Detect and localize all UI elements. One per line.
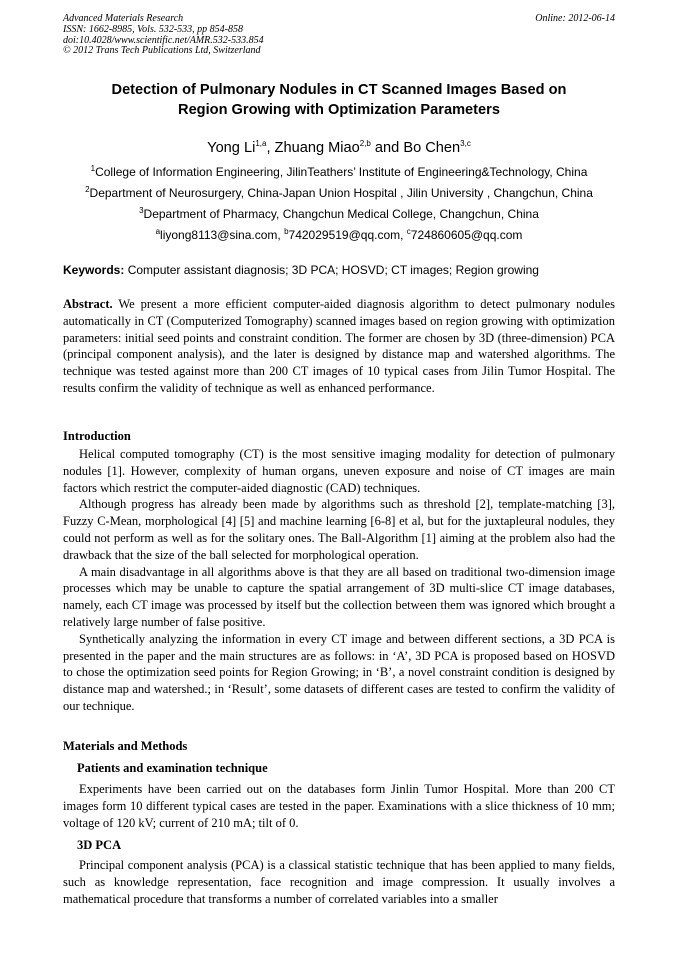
title-line-2: Region Growing with Optimization Parameters — [178, 102, 500, 118]
patients-body — [63, 781, 615, 831]
affiliation-1: $^1$College of Information Engineering, JilinTeathers’ Institute of Engineering&Technology, China — [90, 164, 588, 179]
keywords — [63, 262, 615, 278]
author-3: and Bo Chen — [370, 140, 461, 156]
affiliation-2: $^2$Department of Neurosurgery, China-Japan Union Hospital , Jilin University , Changchun, China — [85, 185, 593, 200]
patients-subheading: Patients and examination technique — [77, 761, 268, 775]
email-line: $^a$liyong8113@sina.com, $^b$742029519@qq.com, $^c$724860605@qq.com — [155, 227, 523, 242]
author-1: Yong Li — [207, 140, 256, 156]
author-2-affil: 2,b — [359, 139, 371, 149]
intro-paragraph-3: A main disadvantage in all algorithms above is that they are all based on traditional two-dimension image processes which may be unable to capture the spatial arrangement of 3D multi-slice CT image databases, namely, each CT image was processed by itself but the collection between them was ignored which brought a relatively large number of false positive. — [63, 564, 615, 629]
abstract-text: We present a more efficient computer-aided diagnosis algorithm to detect pulmonary nodules automatically in CT (Computerized Tomography) scanned images based on region growing with optimization parameters: initial seed points and constraint condition. The former are chosen by 3D (three-dimension) PCA (principal component analysis), and the later is designed by distance map and watershed algorithms. The technique was tested against more than 200 CT images of 10 typical cases from Jilin Tumor Hospital. The results confirm the validity of technique as well as enhanced performance. — [63, 297, 615, 395]
abstract — [63, 296, 615, 397]
intro-paragraph-2: Although progress has already been made by algorithms such as threshold [2], template-matching [3], Fuzzy C-Mean, morphological [4] [5] and machine learning [6-8] et al, but for the juxtapleural nodules, they could not perform as well as for the solitary ones. The Ball-Algorithm [1] aiming at the problem also had the drawback that the size of the ball selected for morphological operation. — [63, 497, 615, 562]
email-c: 724860605@qq.com — [410, 228, 523, 242]
issn-line: ISSN: 1662-8985, Vols. 532-533, pp 854-858 — [63, 23, 243, 35]
author-1-affil: 1,a — [255, 139, 267, 149]
keywords-text: Computer assistant diagnosis; 3D PCA; HOSVD; CT images; Region growing — [124, 263, 539, 277]
affiliation-3: $^3$Department of Pharmacy, Changchun Medical College, Changchun, China — [139, 206, 539, 221]
author-2: , Zhuang Miao — [266, 140, 360, 156]
introduction-heading: Introduction — [63, 429, 131, 443]
doi-line: doi:10.4028/www.scientific.net/AMR.532-533.854 — [63, 34, 264, 46]
patients-paragraph: Experiments have been carried out on the databases form Jinlin Tumor Hospital. More than 200 CT images form 10 different typical cases are tested in the paper. Examinations with a slice thickness of 10 mm; voltage of 120 kV; current of 210 mA; tilt of 0. — [63, 782, 615, 830]
email-b: 742029519@qq.com, — [288, 228, 407, 242]
intro-paragraph-4: Synthetically analyzing the information in every CT image and between different sections, a 3D PCA is presented in the paper and the main structures are as follows: in ‘A’, 3D PCA is proposed based on HOSVD to chose the optimization seed points for Region Growing; in ‘B’, a novel constraint condition is designed by distance map and watershed.; in ‘Result’, some datasets of different cases are tested to confirm the validity of our technique. — [63, 631, 615, 713]
email-a: liyong8113@sina.com, — [160, 228, 285, 242]
pca-subheading: 3D PCA — [77, 838, 122, 852]
title-line-1: Detection of Pulmonary Nodules in CT Scanned Images Based on — [111, 82, 567, 98]
online-date: Online: 2012-06-14 — [535, 13, 615, 24]
paper-title — [63, 80, 615, 120]
journal-name: Advanced Materials Research — [63, 13, 184, 24]
keywords-label: Keywords: — [63, 263, 125, 277]
intro-paragraph-1: Helical computed tomography (CT) is the most sensitive imaging modality for detection of pulmonary nodules [1]. However, complexity of human organs, uneven exposure and noise of CT images are main factors which restrict the computer-aided diagnostic (CAD) techniques. — [63, 447, 615, 495]
journal-header — [63, 14, 264, 57]
abstract-label: Abstract. — [63, 297, 113, 311]
introduction-body — [63, 446, 615, 715]
author-3-affil: 3,c — [460, 139, 471, 149]
pca-paragraph: Principal component analysis (PCA) is a classical statistic technique that has been applied to many fields, such as knowledge representation, face recognition and image compression. It usually involves a mathematical procedure that transforms a number of correlated variables into a smaller — [63, 858, 615, 906]
pca-body — [63, 857, 615, 907]
methods-heading: Materials and Methods — [63, 739, 188, 753]
copyright-line: © 2012 Trans Tech Publications Ltd, Switzerland — [63, 45, 261, 57]
author-list — [63, 138, 615, 158]
